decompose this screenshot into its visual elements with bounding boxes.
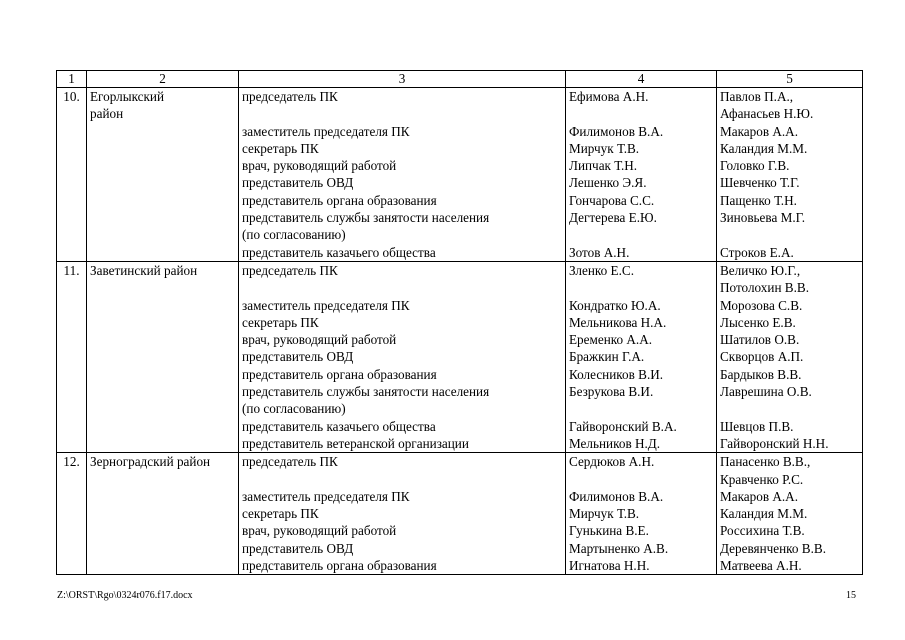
member-line: Ефимова А.Н. <box>569 89 649 104</box>
member-line: Лешенко Э.Я. <box>569 175 647 191</box>
district-line: Заветинский район <box>90 262 198 278</box>
role-line: представитель органа образования <box>242 192 437 208</box>
member-line: Кондратко Ю.А. <box>569 297 661 313</box>
reserve-line: Панасенко В.В., <box>720 454 811 470</box>
reserve-cell <box>717 261 863 452</box>
role-line: секретарь ПК <box>242 140 319 156</box>
member-line <box>569 226 713 243</box>
role-cell <box>239 453 566 575</box>
role-line: представитель ОВД <box>242 175 354 191</box>
member-line: Зленко Е.С. <box>569 262 634 278</box>
role-line <box>242 471 562 488</box>
row-number: 10. <box>57 88 87 262</box>
reserve-line: Павлов П.А., <box>720 89 794 104</box>
district-line: район <box>90 106 124 122</box>
reserve-line: Каландия М.М. <box>720 140 808 156</box>
member-line: Липчак Т.Н. <box>569 158 638 174</box>
table-row <box>57 88 863 262</box>
member-line: Безрукова В.И. <box>569 384 654 400</box>
role-line: врач, руководящий работой <box>242 332 397 348</box>
role-line: (по согласованию) <box>242 401 346 417</box>
role-cell <box>239 261 566 452</box>
member-line: Мирчук Т.В. <box>569 140 640 156</box>
member-line <box>569 400 713 417</box>
member-line: Зотов А.Н. <box>569 244 630 260</box>
member-line: Мирчук Т.В. <box>569 506 640 522</box>
member-line: Филимонов В.А. <box>569 488 664 504</box>
reserve-line: Строков Е.А. <box>720 244 794 260</box>
column-number-row <box>57 71 863 88</box>
district-cell <box>87 261 239 452</box>
reserve-line: Афанасьев Н.Ю. <box>720 106 814 122</box>
member-line: Сердюков А.Н. <box>569 454 655 470</box>
role-line: представитель службы занятости населения <box>242 384 490 400</box>
member-line: Мельников Н.Д. <box>569 435 661 451</box>
district-line: Егорлыкский <box>90 89 165 104</box>
reserve-line: Бардыков В.В. <box>720 366 802 382</box>
reserve-cell <box>717 88 863 262</box>
role-line: врач, руководящий работой <box>242 523 397 539</box>
table-body <box>57 88 863 575</box>
role-line: (по согласованию) <box>242 227 346 243</box>
reserve-line: Головко Г.В. <box>720 158 790 174</box>
column-number: 5 <box>717 71 863 88</box>
member-line: Мартыненко А.В. <box>569 540 669 556</box>
role-line: заместитель председателя ПК <box>242 488 410 504</box>
member-line: Игнатова Н.Н. <box>569 558 650 574</box>
reserve-line: Скворцов А.П. <box>720 349 804 365</box>
member-line: Гайворонский В.А. <box>569 418 677 434</box>
reserve-line: Макаров А.А. <box>720 488 798 504</box>
member-cell <box>566 453 717 575</box>
reserve-line <box>720 400 859 417</box>
role-line: заместитель председателя ПК <box>242 123 410 139</box>
reserve-line: Матвеева А.Н. <box>720 558 802 574</box>
member-line: Гунькина В.Е. <box>569 523 649 539</box>
member-line: Дегтерева Е.Ю. <box>569 210 657 226</box>
table-row <box>57 453 863 575</box>
role-line: представитель ОВД <box>242 349 354 365</box>
reserve-line: Потолохин В.В. <box>720 280 809 296</box>
role-line: председатель ПК <box>242 454 338 470</box>
reserve-line: Лысенко Е.В. <box>720 314 796 330</box>
table-row <box>57 261 863 452</box>
reserve-line: Шатилов О.В. <box>720 332 800 348</box>
reserve-line: Шевцов П.В. <box>720 418 794 434</box>
column-number: 2 <box>87 71 239 88</box>
role-line: заместитель председателя ПК <box>242 297 410 313</box>
page-number: 15 <box>846 590 856 601</box>
column-number: 3 <box>239 71 566 88</box>
reserve-line: Величко Ю.Г., <box>720 262 801 278</box>
column-number: 4 <box>566 71 717 88</box>
reserve-line: Россихина Т.В. <box>720 523 805 539</box>
role-line: председатель ПК <box>242 262 338 278</box>
file-path: Z:\ORST\Rgo\0324r076.f17.docx <box>57 590 193 601</box>
reserve-line: Макаров А.А. <box>720 123 798 139</box>
row-number: 12. <box>57 453 87 575</box>
member-line: Гончарова С.С. <box>569 192 655 208</box>
role-line: представитель казачьего общества <box>242 418 436 434</box>
reserve-line <box>720 226 859 243</box>
member-line: Филимонов В.А. <box>569 123 664 139</box>
reserve-cell <box>717 453 863 575</box>
reserve-line: Каландия М.М. <box>720 506 808 522</box>
district-cell <box>87 88 239 262</box>
reserve-line: Деревянченко В.В. <box>720 540 826 556</box>
reserve-line: Пащенко Т.Н. <box>720 192 797 208</box>
reserve-line: Кравченко Р.С. <box>720 471 804 487</box>
member-line: Колесников В.И. <box>569 366 664 382</box>
member-cell <box>566 88 717 262</box>
member-cell <box>566 261 717 452</box>
role-line: представитель органа образования <box>242 366 437 382</box>
column-number: 1 <box>57 71 87 88</box>
role-line: представитель казачьего общества <box>242 244 436 260</box>
role-line: секретарь ПК <box>242 506 319 522</box>
district-line: Зерноградский район <box>90 454 211 470</box>
role-line: врач, руководящий работой <box>242 158 397 174</box>
role-line: председатель ПК <box>242 89 338 104</box>
role-line: представитель органа образования <box>242 558 437 574</box>
reserve-line: Гайворонский Н.Н. <box>720 435 829 451</box>
role-line <box>242 279 562 296</box>
member-line <box>569 471 713 488</box>
member-line: Бражкин Г.А. <box>569 349 645 365</box>
role-line: представитель службы занятости населения <box>242 210 490 226</box>
role-line <box>242 105 562 122</box>
reserve-line: Морозова С.В. <box>720 297 803 313</box>
district-cell <box>87 453 239 575</box>
member-line: Мельникова Н.А. <box>569 314 667 330</box>
role-cell <box>239 88 566 262</box>
role-line: секретарь ПК <box>242 314 319 330</box>
row-number: 11. <box>57 261 87 452</box>
role-line: представитель ветеранской организации <box>242 435 469 451</box>
role-line: представитель ОВД <box>242 540 354 556</box>
reserve-line: Зиновьева М.Г. <box>720 210 806 226</box>
member-line: Еременко А.А. <box>569 332 653 348</box>
reserve-line: Шевченко Т.Г. <box>720 175 800 191</box>
commission-table <box>56 70 863 575</box>
member-line <box>569 279 713 296</box>
member-line <box>569 105 713 122</box>
reserve-line: Лаврешина О.В. <box>720 384 812 400</box>
